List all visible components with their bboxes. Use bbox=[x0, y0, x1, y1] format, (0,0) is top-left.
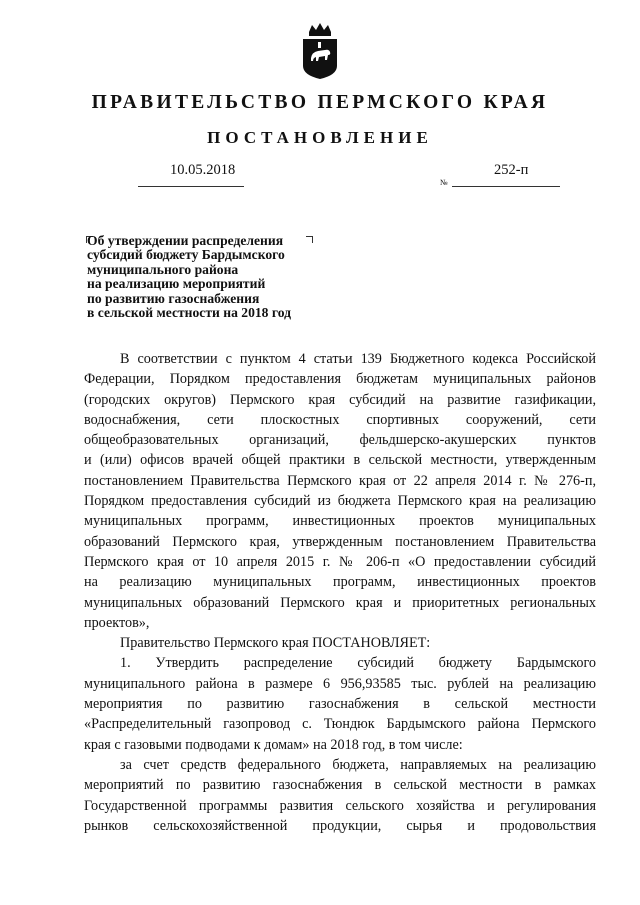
body-line: Порядком предоставления субсидий из бюджета Пермского края на реализацию bbox=[84, 493, 596, 510]
coat-of-arms-icon bbox=[300, 22, 340, 80]
document-type: ПОСТАНОВЛЕНИЕ bbox=[207, 128, 433, 147]
subject-line: Об утверждении распределения bbox=[87, 233, 284, 248]
body-line: водоснабжения, сети плоскостных спортивных сооружений, сети bbox=[84, 411, 596, 428]
body-line: Правительство Пермского края ПОСТАНОВЛЯЕТ: bbox=[120, 635, 431, 652]
body-line: за счет средств федерального бюджета, направляемых на реализацию bbox=[120, 756, 596, 773]
body-line: муниципального района в размере 6 956,93585 тыс. рублей на реализацию bbox=[84, 675, 596, 692]
body-line: на реализацию муниципальных программ, инвестиционных проектов bbox=[84, 574, 596, 591]
document-number: 252-п bbox=[494, 162, 529, 178]
body-line: мероприятий по развитию газоснабжения в сельской местности в рамках bbox=[84, 777, 596, 794]
body-line: Государственной программы развития сельского хозяйства и регулирования bbox=[84, 797, 596, 814]
government-title: ПРАВИТЕЛЬСТВО ПЕРМСКОГО КРАЯ bbox=[91, 92, 549, 113]
body-line: рынков сельскохозяйственной продукции, сырья и продовольствия bbox=[84, 817, 596, 834]
body-line: края с газовыми подводами к домам» на 2018 год, в том числе: bbox=[84, 736, 463, 753]
body-line: проектов», bbox=[84, 614, 150, 631]
body-line: В соответствии с пунктом 4 статьи 139 Бюджетного кодекса Российской bbox=[120, 351, 596, 367]
subject-line: субсидий бюджету Бардымского bbox=[87, 247, 285, 263]
subject-line: по развитию газоснабжения bbox=[87, 290, 260, 306]
number-underline bbox=[452, 186, 560, 187]
body-line: «Распределительный газопровод с. Тюндюк Бардымского района Пермского bbox=[84, 716, 596, 733]
document-body bbox=[84, 349, 596, 836]
body-line: 1. Утвердить распределение субсидий бюджету Бардымского bbox=[120, 655, 596, 672]
body-line: муниципальных образований Пермского края и приоритетных региональных bbox=[84, 594, 596, 611]
date-underline bbox=[138, 186, 244, 187]
body-line: и (или) офисов врачей общей практики в сельской местности, утвержденным bbox=[84, 452, 596, 469]
body-line: муниципальных программ, инвестиционных проектов муниципальных bbox=[84, 513, 596, 530]
body-line: мероприятия по развитию газоснабжения в сельской местности bbox=[84, 696, 596, 713]
subject-line: муниципального района bbox=[87, 261, 239, 277]
body-line: общеобразовательных организаций, фельдшерско-акушерских пунктов bbox=[84, 432, 596, 449]
subject-line: на реализацию мероприятий bbox=[87, 276, 266, 292]
body-line: постановлением Правительства Пермского края от 22 апреля 2014 г. № 276-п, bbox=[84, 472, 596, 489]
body-line: (городских округов) Пермского края субсидий на развитие газификации, bbox=[84, 391, 596, 408]
body-line: Пермского края от 10 апреля 2015 г. № 206-п «О предоставлении субсидий bbox=[84, 553, 596, 570]
number-sign: № bbox=[440, 178, 448, 187]
document-subject bbox=[87, 234, 327, 320]
subject-line: в сельской местности на 2018 год bbox=[87, 305, 291, 321]
body-line: образований Пермского края, утвержденным постановлением Правительства bbox=[84, 533, 596, 550]
document-date: 10.05.2018 bbox=[170, 162, 236, 178]
body-line: Федерации, Порядком предоставления бюджетам муниципальных районов bbox=[84, 371, 596, 388]
